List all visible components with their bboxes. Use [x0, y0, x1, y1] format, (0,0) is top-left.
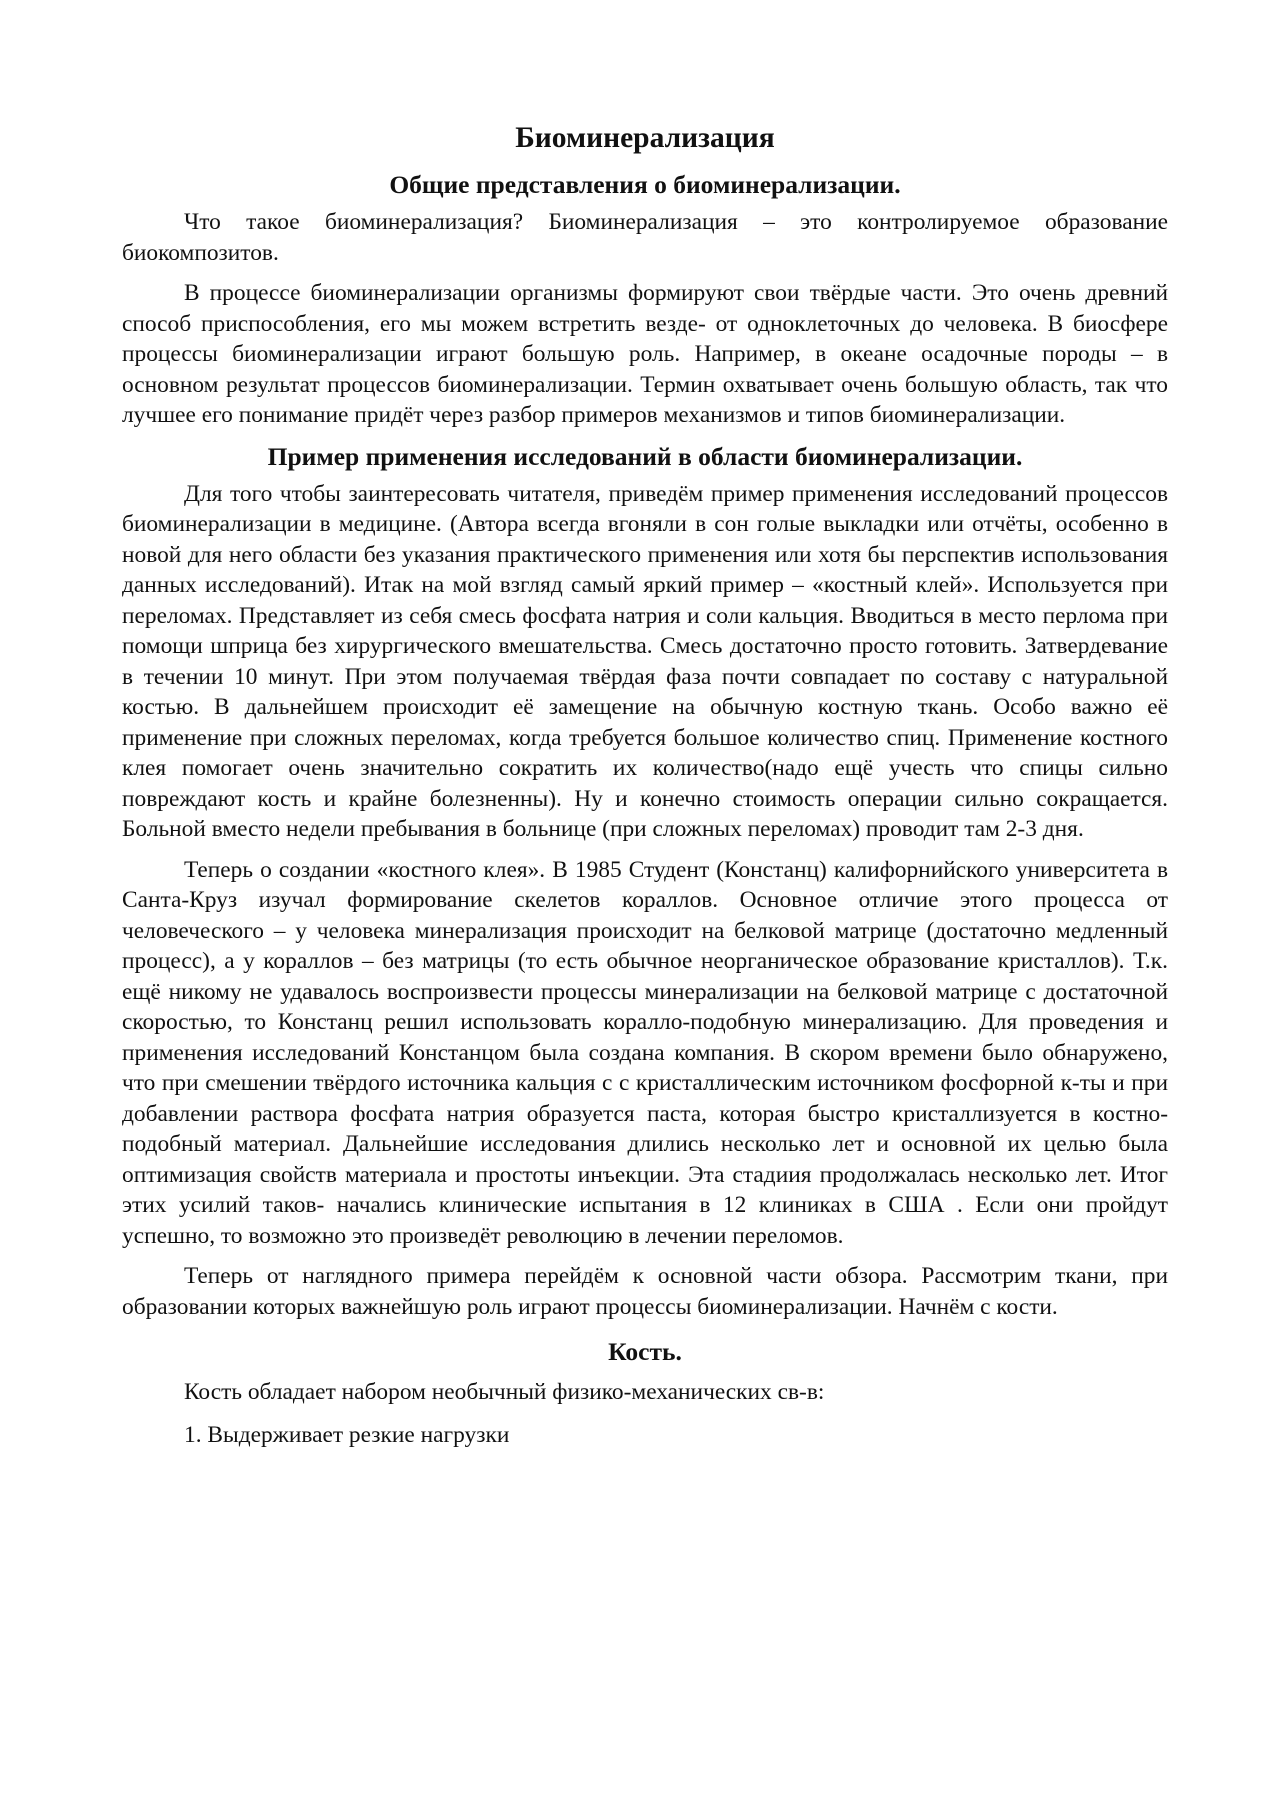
- paragraph-bone-properties: Кость обладает набором необычный физико-механических св-в:: [184, 1379, 825, 1405]
- section-heading-general: Общие представления о биоминерализации.: [389, 170, 901, 199]
- document-page: [122, 120, 1168, 1460]
- list-item-1: 1. Выдерживает резкие нагрузки: [184, 1421, 510, 1448]
- section-heading-application: Пример применения исследований в области биоминерализации.: [267, 441, 1023, 471]
- paragraph-bone-glue: Для того чтобы заинтересовать читателя, приведём пример применения исследований процессов биоминерализации в медицине. (Автора всегда вгоняли в сон голые выкладки или отчёты, особенно в новой для него области без указания практического применения или хотя бы перспектив использования данных исследований). Итак на мой взгляд самый яркий пример – «костный клей». Используется при переломах. Представляет из себя смесь фосфата натрия и соли кальция. Вводиться в место перлома при помощи шприца без хирургического вмешательства. Смесь достаточно просто готовить. Затвердевание в течении 10 минут. При этом получаемая твёрдая фаза почти совпадает по составу с натуральной костью. В дальнейшем происходит её замещение на обычную костную ткань. Особо важно её применение при сложных переломах, когда требуется большое количество спиц. Применение костного клея помогает очень значительно сократить их количество(надо ещё учесть что спицы сильно повреждают кость и крайне болезненны). Ну и конечно стоимость операции сильно сокращается. Больной вместо недели пребывания в больнице (при сложных переломах) проводит там 2-3 дня.: [122, 480, 1168, 842]
- document-title: Биоминерализация: [515, 122, 775, 154]
- paragraph-definition: Что такое биоминерализация? Биоминерализация – это контролируемое образование биокомпозитов.: [122, 209, 1168, 266]
- paragraph-glue-history: Теперь о создании «костного клея». В 1985 Студент (Констанц) калифорнийского университета в Санта-Круз изучал формирование скелетов кораллов. Основное отличие этого процесса от человеческого – у человека минерализация происходит на белковой матрице (достаточно медленный процесс), а у кораллов – без матрицы (то есть обычное неорганическое образование кристаллов). Т.к. ещё никому не удавалось воспроизвести процессы минерализации на белковой матрице с достаточной скоростью, то Констанц решил использовать коралло-подобную минерализацию. Для проведения и применения исследований Констанцом была создана компания. В скором времени было обнаружено, что при смешении твёрдого источника кальция с с кристаллическим источником фосфорной к-ты и при добавлении раствора фосфата натрия образуется паста, которая быстро кристаллизуется в костно-подобный материал. Дальнейшие исследования длились несколько лет и основной их целью была оптимизация свойств материала и простоты инъекции. Эта стадиия продолжалась несколько лет. Итог этих усилий таков- начались клинические испытания в 12 клиниках в США . Если они пройдут успешно, то возможно это произведёт революцию в лечении переломов.: [122, 856, 1168, 1249]
- paragraph-transition: Теперь от наглядного примера перейдём к основной части обзора. Рассмотрим ткани, при образовании которых важнейшую роль играют процессы биоминерализации. Начнём с кости.: [122, 1263, 1168, 1320]
- paragraph-process: В процессе биоминерализации организмы формируют свои твёрдые части. Это очень древний способ приспособления, его мы можем встретить везде- от одноклеточных до человека. В биосфере процессы биоминерализации играют большую роль. Например, в океане осадочные породы – в основном результат процессов биоминерализации. Термин охватывает очень большую область, так что лучшее его понимание придёт через разбор примеров механизмов и типов биоминерализации.: [122, 280, 1168, 428]
- section-heading-bone: Кость.: [608, 1337, 682, 1366]
